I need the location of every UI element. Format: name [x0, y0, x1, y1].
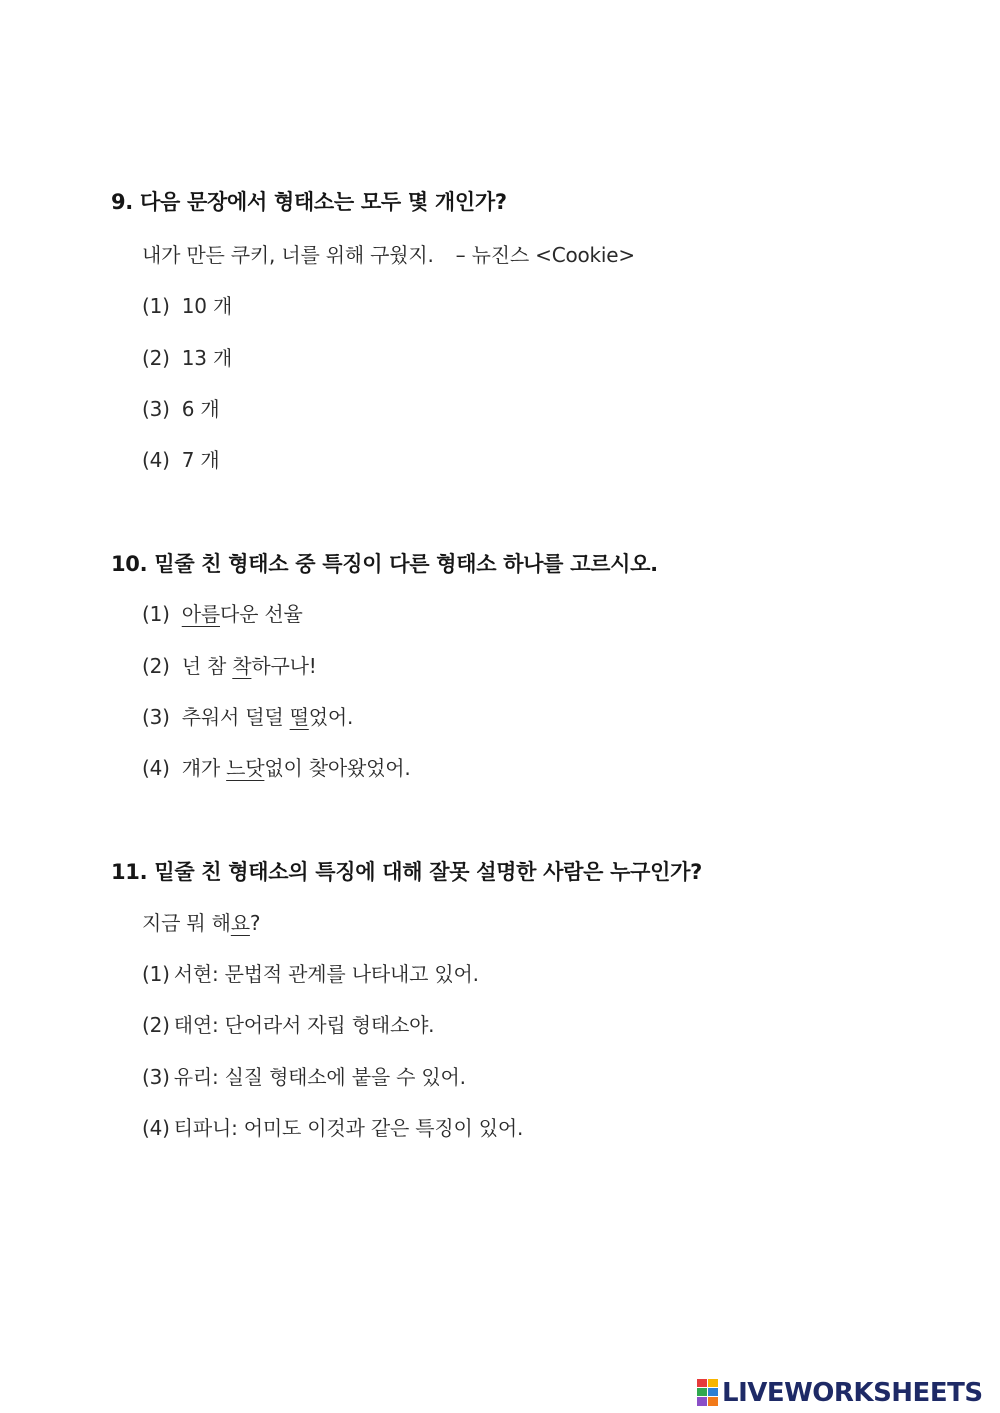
underlined-morpheme: 요: [230, 911, 250, 935]
option-number: (4): [142, 448, 170, 472]
question-11-option-3[interactable]: [142, 1061, 466, 1090]
option-number: (4): [142, 756, 170, 780]
question-11-number: 11.: [111, 860, 148, 884]
option-number: (2): [142, 1013, 170, 1037]
question-11-option-4[interactable]: [142, 1112, 523, 1141]
option-text: 티파니: 어미도 이것과 같은 특징이 있어.: [173, 1116, 524, 1140]
option-text-before: 걔가: [181, 756, 227, 780]
option-text: 유리: 실질 형태소에 붙을 수 있어.: [173, 1065, 466, 1089]
question-10-option-2[interactable]: [142, 650, 317, 679]
question-11-text: 밑줄 친 형태소의 특징에 대해 잘못 설명한 사람은 누구인가?: [154, 860, 702, 884]
option-text: 7 개: [181, 448, 220, 472]
question-10-text: 밑줄 친 형태소 중 특징이 다른 형태소 하나를 고르시오.: [154, 552, 658, 576]
question-10-option-1[interactable]: [142, 598, 303, 627]
question-9-text: 다음 문장에서 형태소는 모두 몇 개인가?: [140, 190, 507, 214]
option-number: (1): [142, 602, 170, 626]
underlined-morpheme: 착: [232, 654, 252, 678]
option-number: (3): [142, 397, 170, 421]
question-10-option-4[interactable]: [142, 752, 411, 781]
sentence-before: 지금 뭐 해: [142, 911, 231, 935]
option-number: (3): [142, 705, 170, 729]
question-9-option-3[interactable]: [142, 393, 220, 422]
underlined-morpheme: 아름: [181, 602, 220, 626]
option-text: 태연: 단어라서 자립 형태소야.: [173, 1013, 435, 1037]
liveworksheets-logo-icon: [697, 1379, 719, 1407]
option-number: (1): [142, 962, 170, 986]
option-number: (3): [142, 1065, 170, 1089]
question-9-source: – 뉴진스 <Cookie>: [455, 243, 635, 267]
question-10-title: [111, 548, 658, 578]
question-9-option-2[interactable]: [142, 342, 232, 371]
option-text-after: 었어.: [308, 705, 354, 729]
question-11-sentence: [142, 907, 260, 936]
option-number: (4): [142, 1116, 170, 1140]
question-9-option-4[interactable]: [142, 444, 220, 473]
option-text-after: 다운 선율: [219, 602, 303, 626]
sentence-after: ?: [249, 911, 261, 935]
option-text-before: 넌 참: [181, 654, 233, 678]
option-number: (1): [142, 294, 170, 318]
question-9-number: 9.: [111, 190, 133, 214]
option-number: (2): [142, 654, 170, 678]
option-text-before: 추워서 덜덜: [181, 705, 290, 729]
option-text: 6 개: [181, 397, 220, 421]
option-text: 10 개: [181, 294, 233, 318]
underlined-morpheme: 느닷: [226, 756, 265, 780]
question-10-number: 10.: [111, 552, 148, 576]
question-9-option-1[interactable]: [142, 290, 232, 319]
option-number: (2): [142, 346, 170, 370]
option-text-after: 없이 찾아왔었어.: [264, 756, 411, 780]
question-9-sentence: [142, 239, 635, 268]
question-11-option-1[interactable]: [142, 958, 479, 987]
option-text: 서현: 문법적 관계를 나타내고 있어.: [173, 962, 479, 986]
question-9-title: [111, 186, 507, 216]
option-text: 13 개: [181, 346, 233, 370]
underlined-morpheme: 떨: [289, 705, 309, 729]
question-11-title: [111, 856, 702, 886]
option-text-after: 하구나!: [251, 654, 317, 678]
liveworksheets-logo[interactable]: [697, 1378, 983, 1408]
liveworksheets-logo-text: LIVEWORKSHEETS: [722, 1378, 983, 1408]
question-9-quote: 내가 만든 쿠키, 너를 위해 구웠지.: [142, 243, 434, 267]
question-10-option-3[interactable]: [142, 701, 353, 730]
question-11-option-2[interactable]: [142, 1009, 434, 1038]
